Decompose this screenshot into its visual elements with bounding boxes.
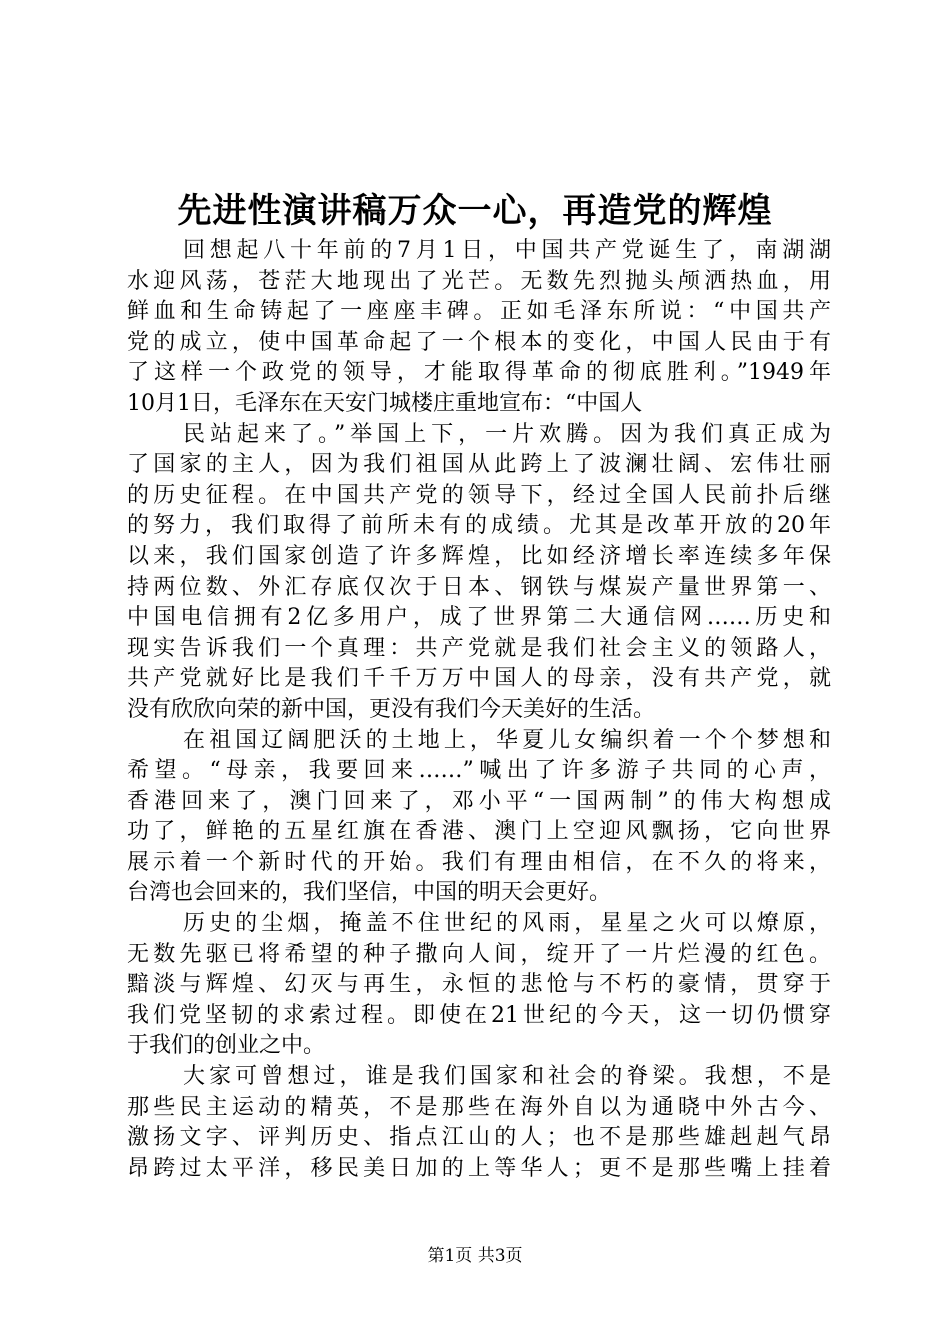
- body-text-line: 功了，鲜艳的五星红旗在香港、澳门上空迎风飘扬，它向世界: [127, 819, 831, 845]
- body-text-line: 黯淡与辉煌、幻灭与再生，永恒的悲怆与不朽的豪情，贯穿于: [127, 972, 831, 998]
- body-text-line: 无数先驱已将希望的种子撒向人间，绽开了一片烂漫的红色。: [127, 941, 831, 967]
- body-text-line: 展示着一个新时代的开始。我们有理由相信，在不久的将来，: [127, 849, 831, 875]
- body-text-line: 的努力，我们取得了前所未有的成绩。尤其是改革开放的20年: [127, 513, 831, 539]
- body-text-line: 党的成立，使中国革命起了一个根本的变化，中国人民由于有: [127, 329, 831, 355]
- body-text-line: 那些民主运动的精英，不是那些在海外自以为通晓中外古今、: [127, 1094, 831, 1120]
- body-text-line: 历史的尘烟，掩盖不住世纪的风雨，星星之火可以燎原，: [183, 911, 831, 937]
- body-text-line: 香港回来了，澳门回来了，邓小平“一国两制”的伟大构想成: [127, 788, 831, 814]
- body-text-line: 我们党坚韧的求索过程。即使在21世纪的今天，这一切仍惯穿: [127, 1002, 831, 1028]
- body-text-line: 水迎风荡，苍茫大地现出了光芒。无数先烈抛头颅洒热血，用: [127, 268, 831, 294]
- body-text-line: 持两位数、外汇存底仅次于日本、钢铁与煤炭产量世界第一、: [127, 574, 831, 600]
- body-text-line: 大家可曾想过，谁是我们国家和社会的脊梁。我想，不是: [183, 1064, 831, 1090]
- body-text-line: 民站起来了。”举国上下，一片欢腾。因为我们真正成为: [183, 421, 831, 447]
- page-number-footer: 第1页 共3页: [427, 1246, 523, 1266]
- document-body: [127, 236, 831, 1184]
- body-text-line: 了这样一个政党的领导，才能取得革命的彻底胜利。”1949年: [127, 360, 831, 386]
- body-text-line: 现实告诉我们一个真理：共产党就是我们社会主义的领路人，: [127, 635, 831, 661]
- body-text-line: 台湾也会回来的，我们坚信，中国的明天会更好。: [127, 880, 612, 906]
- body-text-line: 在祖国辽阔肥沃的土地上，华夏儿女编织着一个个梦想和: [183, 727, 831, 753]
- body-text-line: 昂跨过太平洋，移民美日加的上等华人；更不是那些嘴上挂着: [127, 1155, 831, 1181]
- body-text-line: 没有欣欣向荣的新中国，更没有我们今天美好的生活。: [127, 696, 656, 722]
- body-text-line: 激扬文字、评判历史、指点江山的人；也不是那些雄赳赳气昂: [127, 1125, 831, 1151]
- body-text-line: 中国电信拥有2亿多用户，成了世界第二大通信网……历史和: [127, 605, 831, 631]
- body-text-line: 10月1日，毛泽东在天安门城楼庄重地宣布：“中国人: [127, 390, 643, 416]
- body-text-line: 共产党就好比是我们千千万万中国人的母亲，没有共产党，就: [127, 666, 831, 692]
- body-text-line: 以来，我们国家创造了许多辉煌，比如经济增长率连续多年保: [127, 543, 831, 569]
- body-text-line: 希望。“母亲，我要回来……”喊出了许多游子共同的心声，: [127, 758, 831, 784]
- body-text-line: 了国家的主人，因为我们祖国从此跨上了波澜壮阔、宏伟壮丽: [127, 452, 831, 478]
- document-title: 先进性演讲稿万众一心，再造党的辉煌: [177, 191, 773, 231]
- body-text-line: 于我们的创业之中。: [127, 1033, 326, 1059]
- body-text-line: 鲜血和生命铸起了一座座丰碑。正如毛泽东所说：“中国共产: [127, 299, 831, 325]
- body-text-line: 的历史征程。在中国共产党的领导下，经过全国人民前扑后继: [127, 482, 831, 508]
- body-text-line: 回想起八十年前的7月1日，中国共产党诞生了，南湖湖: [183, 238, 831, 263]
